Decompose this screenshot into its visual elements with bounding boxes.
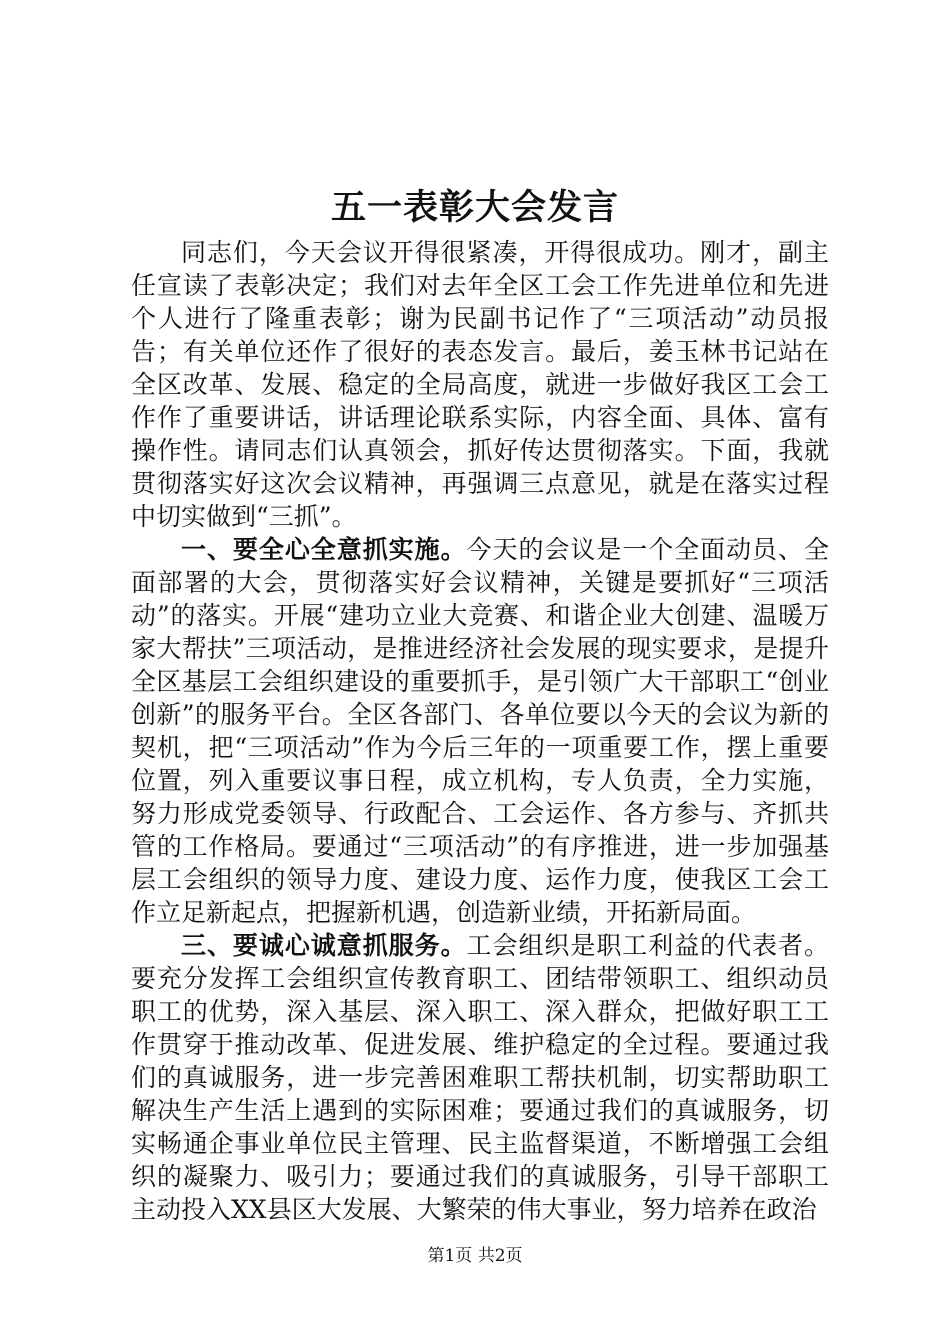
paragraph-text: 工会组织是职工利益的代表者。要充分发挥工会组织宣传教育职工、团结带领职工、组织动员职工的优势，深入基层、深入职工、深入群众，把做好职工工作贯穿于推动改革、促进发展、维护稳定的全过程。要通过我们的真诚服务，进一步完善困难职工帮扶机制，切实帮助职工解决生产生活上遇到的实际困难；要通过我们的真诚服务，切实畅通企事业单位民主管理、民主监督渠道，不断增强工会组织的凝聚力、吸引力；要通过我们的真诚服务，引导干部职工主动投入XX县区大发展、大繁荣的伟大事业，努力培养在政治: [131, 931, 829, 1224]
paragraph-lead: 一、要全心全意抓实施。: [181, 535, 467, 564]
document-body: [131, 236, 829, 1226]
paragraph-lead: 三、要诚心诚意抓服务。: [181, 931, 467, 960]
paragraph-text: 今天的会议是一个全面动员、全面部署的大会，贯彻落实好会议精神，关键是要抓好“三项活动”的落实。开展“建功立业大竞赛、和谐企业大创建、温暖万家大帮扶”三项活动，是推进经济社会发展的现实要求，是提升全区基层工会组织建设的重要抓手，是引领广大干部职工“创业创新”的服务平台。全区各部门、各单位要以今天的会议为新的契机，把“三项活动”作为今后三年的一项重要工作，摆上重要位置，列入重要议事日程，成立机构，专人负责，全力实施，努力形成党委领导、行政配合、工会运作、各方参与、齐抓共管的工作格局。要通过“三项活动”的有序推进，进一步加强基层工会组织的领导力度、建设力度、运作力度，使我区工会工作立足新起点，把握新机遇，创造新业绩，开拓新局面。: [131, 535, 829, 927]
document-title: 五一表彰大会发言: [330, 187, 619, 228]
page-number-footer: 第1页 共2页: [427, 1246, 523, 1266]
paragraph-opening: [131, 236, 829, 533]
paragraph-point-one: [131, 533, 829, 929]
paragraph-point-three: [131, 929, 829, 1226]
paragraph-text: 同志们，今天会议开得很紧凑，开得很成功。刚才，副主任宣读了表彰决定；我们对去年全区工会工作先进单位和先进个人进行了隆重表彰；谢为民副书记作了“三项活动”动员报告；有关单位还作了很好的表态发言。最后，姜玉林书记站在全区改革、发展、稳定的全局高度，就进一步做好我区工会工作作了重要讲话，讲话理论联系实际，内容全面、具体、富有操作性。请同志们认真领会，抓好传达贯彻落实。下面，我就贯彻落实好这次会议精神，再强调三点意见，就是在落实过程中切实做到“三抓”。: [131, 238, 829, 531]
